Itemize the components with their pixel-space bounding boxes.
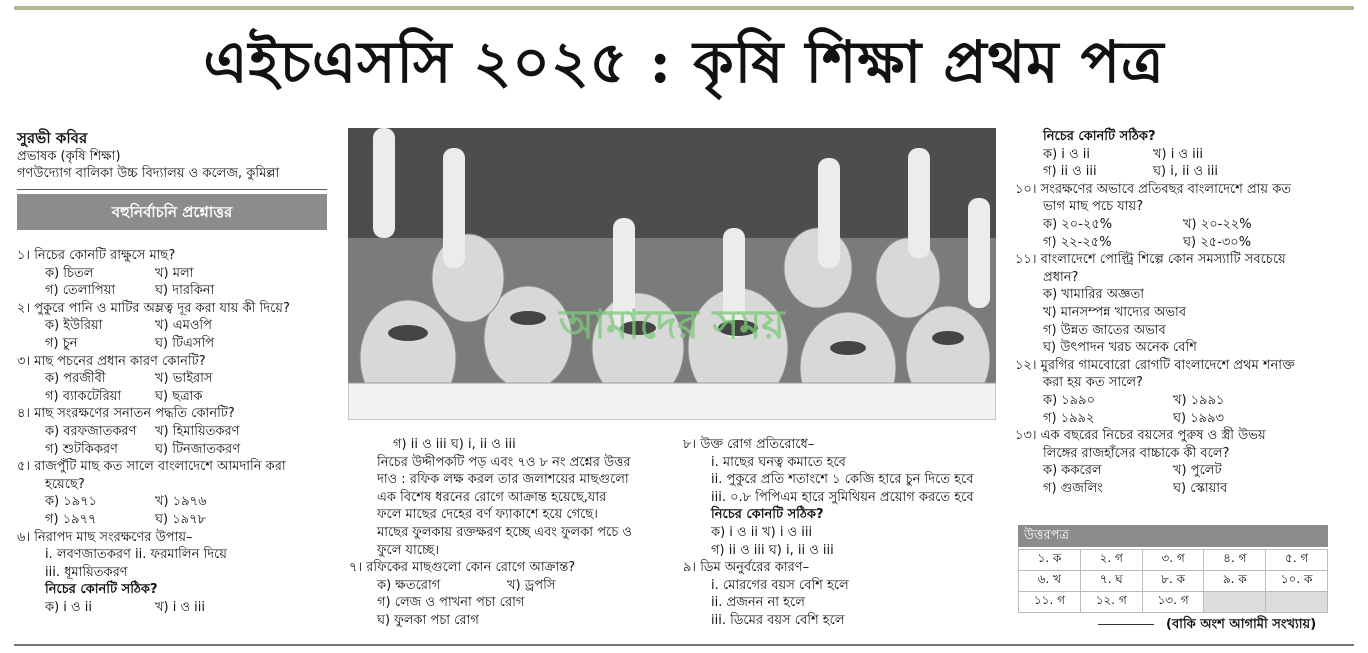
question-13: ১৩। এক বছরের নিচের বয়সের পুরুষ ও স্ত্রী উভয় (1015, 428, 1266, 444)
question-10: ১০। সংরক্ষণের অভাবে প্রতিবছর বাংলাদেশে প্রায় কত (1015, 181, 1292, 197)
question-5-cont: হয়েছে? (45, 476, 85, 492)
bottom-rule (14, 644, 1354, 646)
option: ক) ককরেল (1043, 463, 1102, 479)
option: ঘ) টিএসপি (155, 335, 215, 351)
stimulus-text: ফুলে যাচ্ছে। (377, 542, 439, 558)
option: গ) ii ও iii (1043, 164, 1097, 180)
question-4: ৪। মাছ সংরক্ষণের সনাতন পদ্ধতি কোনটি? (17, 406, 235, 422)
answer-cell-empty (1266, 592, 1328, 613)
statement: ii. প্রজনন না হলে (711, 595, 805, 611)
celebrating-students-photo (348, 128, 996, 420)
option: খ) ড্রপসি (507, 577, 556, 593)
option: ঘ) i, ii ও iii (1153, 164, 1219, 180)
question-column-4 (1015, 128, 1345, 497)
answer-cell: ৮. ক (1142, 571, 1204, 592)
statement: iii. ধূমায়িতকরণ (45, 564, 128, 580)
question-7: ৭। রফিকের মাছগুলো কোন রোগে আক্রান্ত? (349, 560, 576, 576)
option: খ) পুলেট (1173, 463, 1222, 479)
option: খ) ২০-২২% (1183, 216, 1252, 232)
question-10-cont: ভাগ মাছ পচে যায়? (1043, 199, 1144, 215)
statement: iii. ০.৮ পিপিএম হারে সুমিথিয়ন প্রয়োগ করতে হবে (711, 489, 974, 505)
answer-sheet (1018, 549, 1328, 613)
option: ক) চিতল (45, 265, 94, 281)
option: ঘ) দারকিনা (155, 283, 215, 299)
photo-watermark: আমাদের সময় (559, 302, 785, 348)
question-12: ১২। মুরগির গামবোরো রোগটি বাংলাদেশে প্রথম শনাক্ত (1015, 357, 1295, 373)
option: খ) i ও iii (155, 599, 206, 615)
question-8: ৮। উক্ত রোগ প্রতিরোধে– (683, 437, 815, 452)
option: গ) ২২-২৫% (1043, 234, 1112, 250)
option: ঘ) ২৫-৩০% (1183, 234, 1252, 250)
option: খ) ১৯৭৬ (155, 494, 207, 510)
option: ক) ১৯৭১ (45, 494, 98, 510)
statement: iii. ডিমের বয়স বেশি হলে (711, 612, 845, 628)
option: খ) মলা (155, 265, 194, 281)
answer-cell: ১৩. গ (1142, 592, 1204, 613)
answer-cell: ৬. খ (1019, 571, 1081, 592)
option-line: গ) ii ও iii ঘ) i, ii ও iii (711, 542, 834, 558)
option: গ) ১৯৯২ (1043, 410, 1095, 426)
which-correct: নিচের কোনটি সঠিক? (1043, 129, 1156, 144)
continued-note: (বাকি অংশ আগামী সংখ্যায়) (1166, 617, 1317, 632)
question-3: ৩। মাছ পচনের প্রধান কারণ কোনটি? (17, 353, 206, 369)
answer-cell: ৫. গ (1266, 550, 1328, 571)
option: ঘ) ফুলকা পচা রোগ (377, 612, 479, 628)
option: ঘ) ছত্রাক (155, 388, 203, 404)
answer-cell: ১১. গ (1019, 592, 1081, 613)
question-5: ৫। রাজপুঁটি মাছ কত সালে বাংলাদেশে আমদানি করা (17, 459, 286, 475)
statement: ii. পুকুরে প্রতি শতাংশে ১ কেজি হারে চুন দিতে হবে (711, 472, 974, 488)
answer-cell: ১. ক (1019, 550, 1081, 571)
option: ক) খামারির অজ্ঞতা (1043, 287, 1144, 303)
stimulus-text: এক বিশেষ ধরনের রোগে আক্রান্ত হয়েছে,যার (377, 489, 607, 505)
author-name: সুরভী কবির (17, 129, 88, 147)
answer-cell: ১২. গ (1080, 592, 1142, 613)
answer-cell: ২. গ (1080, 550, 1142, 571)
section-heading: বহুনির্বাচনি প্রশ্নোত্তর (17, 194, 327, 230)
option: ক) ইউরিয়া (45, 318, 103, 334)
option: ক) i ও ii (45, 599, 92, 615)
question-column-2 (349, 436, 677, 630)
news-photo (348, 128, 996, 420)
question-12-cont: করা হয় কত সালে? (1043, 375, 1143, 391)
author-role: প্রভাষক (কৃষি শিক্ষা) (17, 148, 121, 164)
statement: i. মাছের ঘনত্ব কমাতে হবে (711, 454, 846, 470)
option: গ) চুন (45, 335, 78, 351)
option: ক) বরফজাতকরণ (45, 423, 137, 439)
author-block (17, 130, 329, 183)
option: খ) i ও iii (1153, 146, 1204, 162)
footer-dash (1098, 624, 1154, 625)
answer-cell: ৭. ঘ (1080, 571, 1142, 592)
which-correct: নিচের কোনটি সঠিক? (711, 507, 824, 523)
statement: i. লবণজাতকরণ ii. ফরমালিন দিয়ে (45, 547, 227, 563)
option-line: ক) i ও ii খ) i ও iii (711, 524, 813, 540)
answer-cell: ৩. গ (1142, 550, 1204, 571)
option: খ) এমওপি (155, 318, 212, 334)
question-column-3 (683, 436, 993, 630)
option: ঘ) ১৯৭৮ (155, 511, 206, 527)
author-institution: গণউদ্যোগ বালিকা উচ্চ বিদ্যালয় ও কলেজ, কুমিল্লা (17, 166, 280, 182)
question-6: ৬। নিরাপদ মাছ সংরক্ষণের উপায়– (17, 529, 193, 545)
answer-sheet-heading: উত্তরপত্র (1018, 525, 1328, 547)
option: গ) তেলাপিয়া (45, 283, 116, 299)
option: ঘ) টিনজাতকরণ (155, 441, 241, 457)
option: ক) ২০-২৫% (1043, 216, 1113, 232)
statement: i. মোরগের বয়স বেশি হলে (711, 577, 849, 593)
answer-cell: ৪. গ (1204, 550, 1266, 571)
which-correct: নিচের কোনটি সঠিক? (45, 582, 158, 598)
option: ক) i ও ii (1043, 146, 1090, 162)
question-1: ১। নিচের কোনটি রাক্ষুসে মাছ? (17, 248, 176, 263)
option: ঘ) ১৯৯৩ (1173, 410, 1224, 426)
option: খ) ১৯৯১ (1173, 392, 1225, 408)
question-11-cont: প্রধান? (1043, 269, 1079, 285)
option: গ) শুটকিকরণ (45, 441, 118, 457)
option-line: গ) ii ও iii ঘ) i, ii ও iii (393, 437, 516, 452)
divider (17, 189, 327, 190)
stimulus-text: দাও : রফিক লক্ষ করল তার জলাশয়ের মাছগুলো (377, 472, 629, 488)
top-rule (14, 6, 1354, 10)
option: ক) ক্ষতরোগ (377, 577, 441, 593)
page-title: এইচএসসি ২০২৫ : কৃষি শিক্ষা প্রথম পত্র (203, 28, 1165, 96)
question-column-1 (17, 247, 337, 616)
option: খ) হিমায়িতকরণ (155, 423, 240, 439)
question-11: ১১। বাংলাদেশে পোল্ট্রি শিল্পে কোন সমস্যাটি সবচেয়ে (1015, 252, 1286, 268)
option: খ) মানসম্পন্ন খাদ্যের অভাব (1043, 304, 1187, 320)
option: গ) উন্নত জাতের অভাব (1043, 322, 1166, 338)
stimulus-text: মাছের ফুলকায় রক্তক্ষরণ হচ্ছে এবং ফুলকা পচে ও (377, 524, 632, 540)
option: ঘ) উৎপাদন খরচ অনেক বেশি (1043, 340, 1197, 356)
option: খ) ভাইরাস (155, 371, 213, 387)
question-13-cont: লিঙ্গের রাজহাঁসের বাচ্চাকে কী বলে? (1043, 445, 1230, 461)
option: ক) ১৯৯০ (1043, 392, 1096, 408)
option: গ) ১৯৭৭ (45, 511, 97, 527)
question-2: ২। পুকুরে পানি ও মাটির অম্লত্ব দূর করা যায় কী দিয়ে? (17, 300, 290, 316)
option: গ) গুজলিং (1043, 480, 1103, 496)
answer-cell-empty (1204, 592, 1266, 613)
question-9: ৯। ডিম অনুর্বরের কারণ– (683, 560, 810, 576)
option: ঘ) স্কোয়াব (1173, 480, 1228, 496)
option: গ) ব্যাকটেরিয়া (45, 388, 122, 404)
stimulus-text: নিচের উদ্দীপকটি পড় এবং ৭ও ৮ নং প্রশ্নের উত্তর (377, 454, 631, 470)
option: গ) লেজ ও পাখনা পচা রোগ (377, 595, 525, 611)
option: ক) পরজীবী (45, 371, 106, 387)
stimulus-text: ফলে মাছের দেহের বর্ণ ফ্যাকাশে হয়ে গেছে। (377, 507, 598, 523)
answer-cell: ৯. ক (1204, 571, 1266, 592)
answer-cell: ১০. ক (1266, 571, 1328, 592)
